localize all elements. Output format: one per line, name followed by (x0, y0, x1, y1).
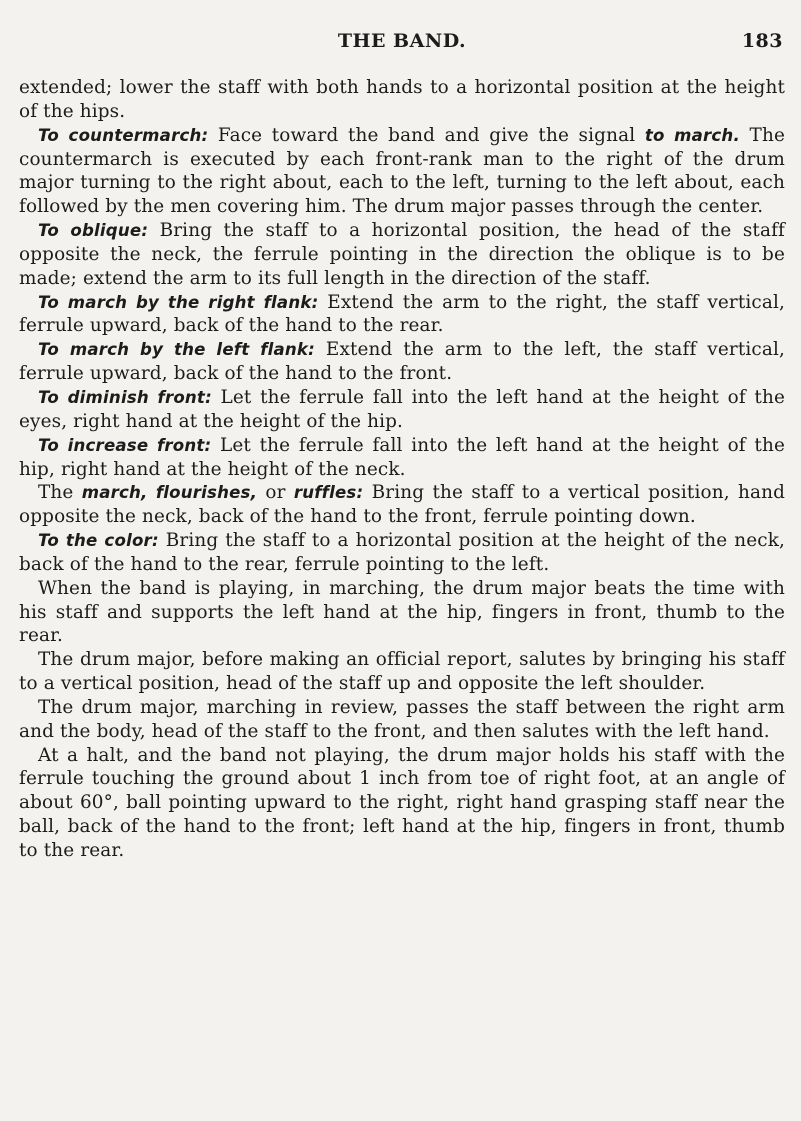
paragraph-text: Extend the arm to the left, the staff vertical, ferrule upward, back of the hand to the front. (19, 339, 785, 385)
paragraph-text: or (257, 482, 294, 504)
paragraph (19, 529, 785, 577)
paragraph-text: The (38, 482, 82, 504)
paragraph (19, 124, 785, 219)
paragraph-text: extended; lower the staff with both hands to a horizontal position at the height of the hips. (19, 77, 785, 122)
book-page (19, 0, 785, 1121)
paragraph (19, 434, 785, 482)
paragraph-text: Face toward the band and give the signal (208, 124, 645, 146)
paragraph (19, 577, 785, 649)
page-number: 183 (741, 30, 783, 52)
paragraph (19, 219, 785, 291)
paragraph-text: Bring the staff to a horizontal position, the head of the staff opposite the neck, the ferrule pointing in the direction the oblique is to be made; extend the arm to its full length in the direction of the staff. (19, 220, 785, 289)
paragraph (19, 338, 785, 386)
term: to march. (644, 125, 740, 145)
paragraph-text: Let the ferrule fall into the left hand at the height of the hip, right hand at the height of the neck. (19, 434, 785, 480)
paragraph-text: Bring the staff to a vertical position, hand opposite the neck, back of the hand to the front, ferrule pointing down. (19, 482, 785, 528)
paragraph-text: Let the ferrule fall into the left hand at the height of the eyes, right hand at the height of the hip. (19, 386, 785, 432)
paragraph (19, 481, 785, 529)
term: To march by the left flank: (38, 340, 315, 360)
term: march, flourishes, (81, 483, 258, 503)
paragraph-text: When the band is playing, in marching, the drum major beats the time with his staff and supports the left hand at the hip, fingers in front, thumb to the rear. (19, 577, 785, 647)
term: ruffles: (293, 483, 364, 503)
paragraph (19, 76, 785, 124)
running-head (19, 30, 785, 58)
term: To countermarch: (38, 125, 209, 145)
paragraph (19, 386, 785, 434)
term: To diminish front: (38, 387, 212, 407)
text-body (19, 76, 785, 863)
term: To oblique: (38, 221, 149, 241)
term: To increase front: (38, 435, 212, 455)
paragraph-text: Extend the arm to the right, the staff vertical, ferrule upward, back of the hand to the rear. (19, 291, 785, 337)
paragraph (19, 744, 785, 863)
running-title: THE BAND. (337, 30, 467, 52)
term: To the color: (38, 531, 159, 551)
paragraph-text: At a halt, and the band not playing, the drum major holds his staff with the ferrule touching the ground about 1 inch from toe of right foot, at an angle of about 60°, ball pointing upward to the right, right hand grasping staff near the ball, back of the hand to the front; left hand at the hip, fingers in front, thumb to the rear. (19, 744, 785, 861)
paragraph (19, 696, 785, 744)
paragraph-text: The countermarch is executed by each front-rank man to the right of the drum major turning to the right about, each to the left, turning to the left about, each followed by the men covering him. The drum major passes through the center. (19, 124, 785, 218)
paragraph-text: The drum major, before making an official report, salutes by bringing his staff to a vertical position, head of the staff up and opposite the left shoulder. (19, 649, 785, 695)
term: To march by the right flank: (38, 292, 319, 312)
paragraph (19, 291, 785, 339)
paragraph-text: Bring the staff to a horizontal position at the height of the neck, back of the hand to the rear, ferrule pointing to the left. (19, 530, 785, 575)
paragraph-text: The drum major, marching in review, passes the staff between the right arm and the body, head of the staff to the front, and then salutes with the left hand. (19, 696, 785, 742)
paragraph (19, 648, 785, 696)
